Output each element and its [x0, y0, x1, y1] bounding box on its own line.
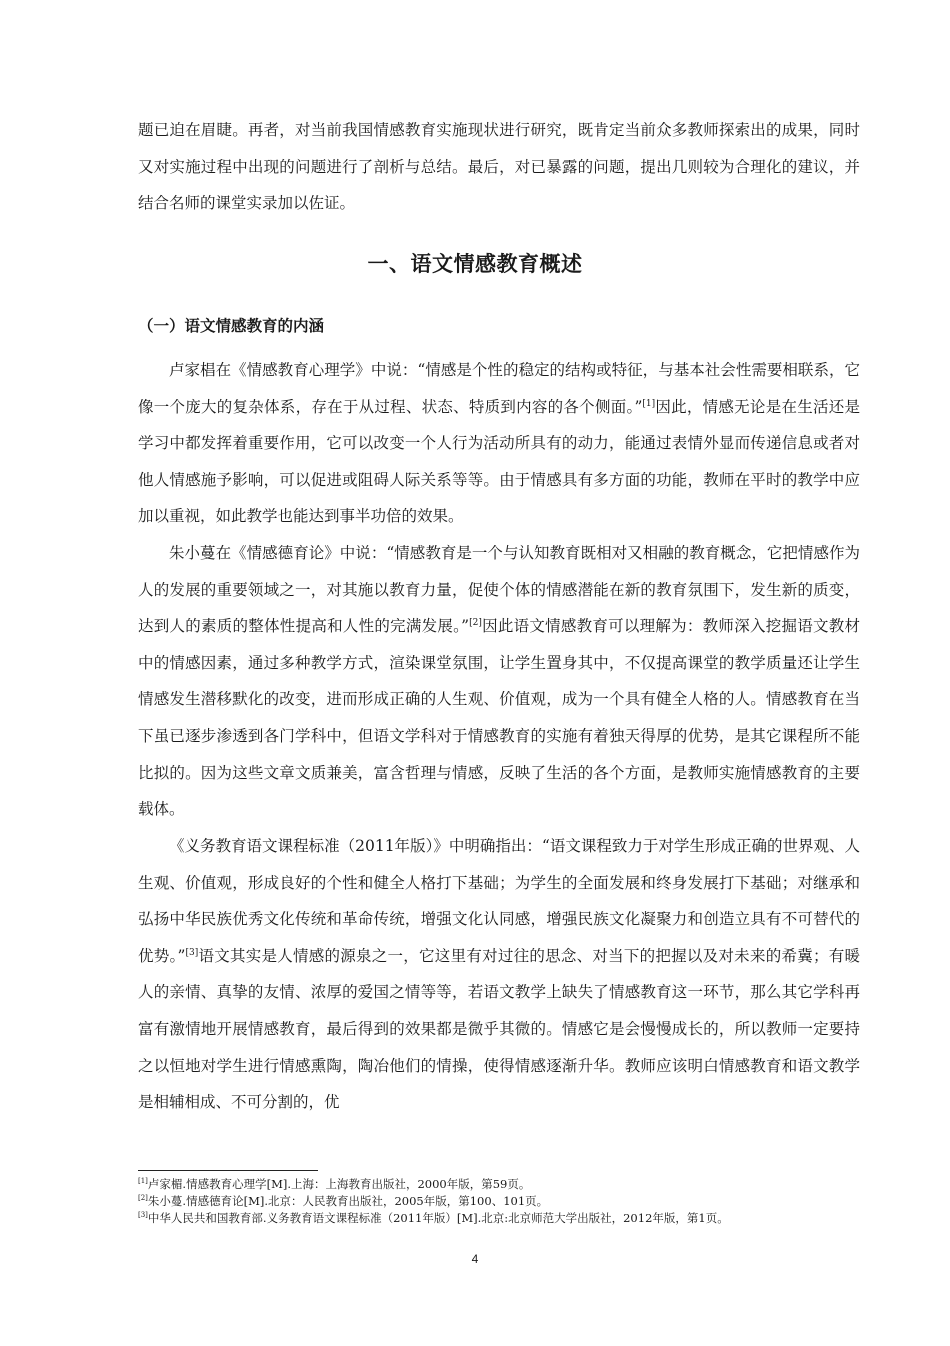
- paragraph-text: 朱小蔓在《情感德育论》中说：“情感教育是一个与认知教育既相对又相融的教育概念，它把情感作为人的发展的重要领域之一，对其施以教育力量，促使个体的情感潜能在新的教育氛围下，发生新的质变，达到人的素质的整体性提高和人性的完满发展。”: [138, 544, 860, 636]
- section-heading: 一、语文情感教育概述: [367, 252, 583, 276]
- paragraph-text: 卢家椙在《情感教育心理学》中说：“情感是个性的稳定的结构或特征，与基本社会性需要相联系，它像一个庞大的复杂体系，存在于从过程、状态、特质到内容的各个侧面。”: [138, 361, 860, 416]
- footnote-list: [138, 1176, 878, 1227]
- paragraph-text: 《义务教育语文课程标准（2011年版）》中明确指出：“语文课程致力于对学生形成正确的世界观、人生观、价值观，形成良好的个性和健全人格打下基础；为学生的全面发展和终身发展打下基础；对继承和弘扬中华民族优秀文化传统和革命传统，增强文化认同感，增强民族文化凝聚力和创造立具有不可替代的优势。”: [138, 837, 860, 965]
- citation-ref[interactable]: [3]: [185, 947, 199, 958]
- citation-ref[interactable]: [2]: [469, 618, 482, 629]
- footnote-item: [138, 1176, 878, 1193]
- paragraph-text: 题已迫在眉睫。再者，对当前我国情感教育实施现状进行研究，既肯定当前众多教师探索出的成果，同时又对实施过程中出现的问题进行了剖析与总结。最后，对已暴露的问题，提出几则较为合理化的建议，并结合名师的课堂实录加以佐证。: [138, 121, 860, 213]
- footnote-mark: [2]: [138, 1194, 148, 1203]
- footnote-text: 中华人民共和国教育部.义务教育语文课程标准（2011年版）[M].北京:北京师范大学出版社，2012年版，第1页。: [147, 1211, 729, 1225]
- paragraph-text: 语文其实是人情感的源泉之一，它这里有对过往的思念、对当下的把握以及对未来的希冀；有暖人的亲情、真挚的友情、浓厚的爱国之情等等，若语文教学上缺失了情感教育这一环节，那么其它学科再富有激情地开展情感教育，最后得到的效果都是微乎其微的。情感它是会慢慢成长的，所以教师一定要持之以恒地对学生进行情感熏陶，陶冶他们的情操，使得情感逐渐升华。教师应该明白情感教育和语文教学是相辅相成、不可分割的，优: [138, 946, 860, 1112]
- paragraph-text: 因此，情感无论是在生活还是学习中都发挥着重要作用，它可以改变一个人行为活动所具有的动力，能通过表情外显而传递信息或者对他人情感施予影响，可以促进或阻碍人际关系等等。由于情感具有多方面的功能，教师在平时的教学中应加以重视，如此教学也能达到事半功倍的效果。: [138, 397, 860, 526]
- paragraph-lu-jiamei: [138, 352, 860, 535]
- footnote-text: 朱小蔓.情感德育论[M].北京：人民教育出版社，2005年版，第100、101页。: [147, 1194, 549, 1208]
- subsection-heading: （一）语文情感教育的内涵: [138, 317, 325, 335]
- paragraph-curriculum-standard: [138, 828, 860, 1121]
- paragraph-text: 因此语文情感教育可以理解为：教师深入挖掘语文教材中的情感因素，通过多种教学方式，渲染课堂氛围，让学生置身其中，不仅提高课堂的教学质量还让学生情感发生潜移默化的改变，进而形成正确的人生观、价值观，成为一个具有健全人格的人。情感教育在当下虽已逐步渗透到各门学科中，但语文学科对于情感教育的实施有着独天得厚的优势，是其它课程所不能比拟的。因为这些文章文质兼美，富含哲理与情感，反映了生活的各个方面，是教师实施情感教育的主要载体。: [138, 617, 860, 819]
- footnote-mark: [3]: [138, 1211, 148, 1220]
- citation-ref[interactable]: [1]: [642, 398, 656, 409]
- footnote-text: 卢家楣.情感教育心理学[M].上海：上海教育出版社，2000年版，第59页。: [147, 1177, 531, 1191]
- footnote-separator: [138, 1170, 318, 1171]
- paragraph-zhu-xiaoman: [138, 535, 860, 828]
- footnote-item: [138, 1210, 878, 1227]
- page-number: 4: [471, 1252, 479, 1266]
- paragraph-intro-continuation: [138, 112, 860, 222]
- footnote-mark: [1]: [138, 1177, 148, 1186]
- footnote-item: [138, 1193, 878, 1210]
